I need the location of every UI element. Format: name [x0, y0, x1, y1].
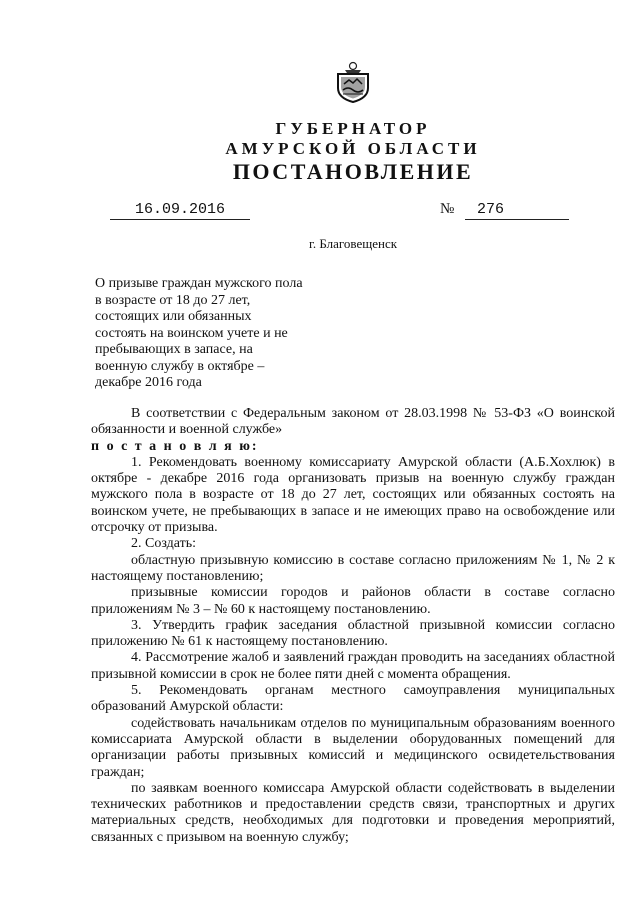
- subject-line: состоять на воинском учете и не: [95, 325, 288, 341]
- clause-5-item-b: по заявкам военного комиссара Амурской области содействовать в выделении технических работников и предоставлении средств связи, транспортных и других материальных средств, необходимых для подготовки и проведения мероприятий, связанных с призывом на военную службу;: [91, 780, 615, 845]
- clause-2: 2. Создать:: [131, 536, 196, 552]
- clause-4: 4. Рассмотрение жалоб и заявлений граждан проводить на заседаниях областной призывной комиссии в срок не более пяти дней с момента обращения.: [91, 650, 615, 682]
- subject-line: в возрасте от 18 до 27 лет,: [95, 292, 251, 308]
- subject-line: пребывающих в запасе, на: [95, 342, 253, 357]
- document-body: [91, 406, 615, 846]
- preamble-paragraph: В соответствии с Федеральным законом от 28.03.1998 № 53-ФЗ «О воинской обязанности и военной службе»: [91, 406, 615, 438]
- document-type-title: ПОСТАНОВЛЕНИЕ: [232, 159, 474, 184]
- header-title-governor: ГУБЕРНАТОР: [275, 119, 431, 138]
- decree-word: п о с т а н о в л я ю:: [91, 438, 259, 454]
- subject-line: декабре 2016 года: [95, 375, 202, 390]
- subject-line: О призыве граждан мужского пола: [95, 276, 303, 291]
- clause-5-item-a: содействовать начальникам отделов по муниципальным образованиям военного комиссариата Амурской области в выделении оборудованных помещений для организации работы призывных комиссий и медицинского освидетельствования граждан;: [91, 715, 615, 780]
- city-line: г. Благовещенск: [308, 236, 398, 251]
- subject-line: состоящих или обязанных: [95, 309, 252, 324]
- coat-of-arms-emblem: [331, 60, 375, 104]
- clause-3: 3. Утвердить график заседания областной призывной комиссии согласно приложению № 61 к настоящему постановлению.: [91, 617, 615, 650]
- clause-2-item-b: призывные комиссии городов и районов области в составе согласно приложениям № 3 – № 60 к настоящему постановлению.: [91, 585, 615, 617]
- clause-5: 5. Рекомендовать органам местного самоуправления муниципальных образований Амурской области:: [91, 683, 615, 715]
- header-title-region: АМУРСКОЙ ОБЛАСТИ: [225, 139, 481, 158]
- document-number: 276: [465, 201, 569, 220]
- subject-line: военную службу в октябре –: [95, 358, 265, 374]
- clause-2-item-a: областную призывную комиссию в составе согласно приложениям № 1, № 2 к настоящему постановлению;: [91, 552, 615, 584]
- subject-block: [95, 276, 325, 392]
- document-date: 16.09.2016: [110, 201, 250, 220]
- number-label: №: [440, 201, 455, 217]
- clause-1: 1. Рекомендовать военному комиссариату Амурской области (А.Б.Хохлюк) в октябре - декабре 2016 года организовать призыв на военную службу граждан мужского пола в возрасте от 18 до 27 лет, состоящих или обязанных состоять на воинском учете, не пребывающих в запасе и не имеющих право на освобождение или отсрочку от призыва.: [91, 454, 615, 536]
